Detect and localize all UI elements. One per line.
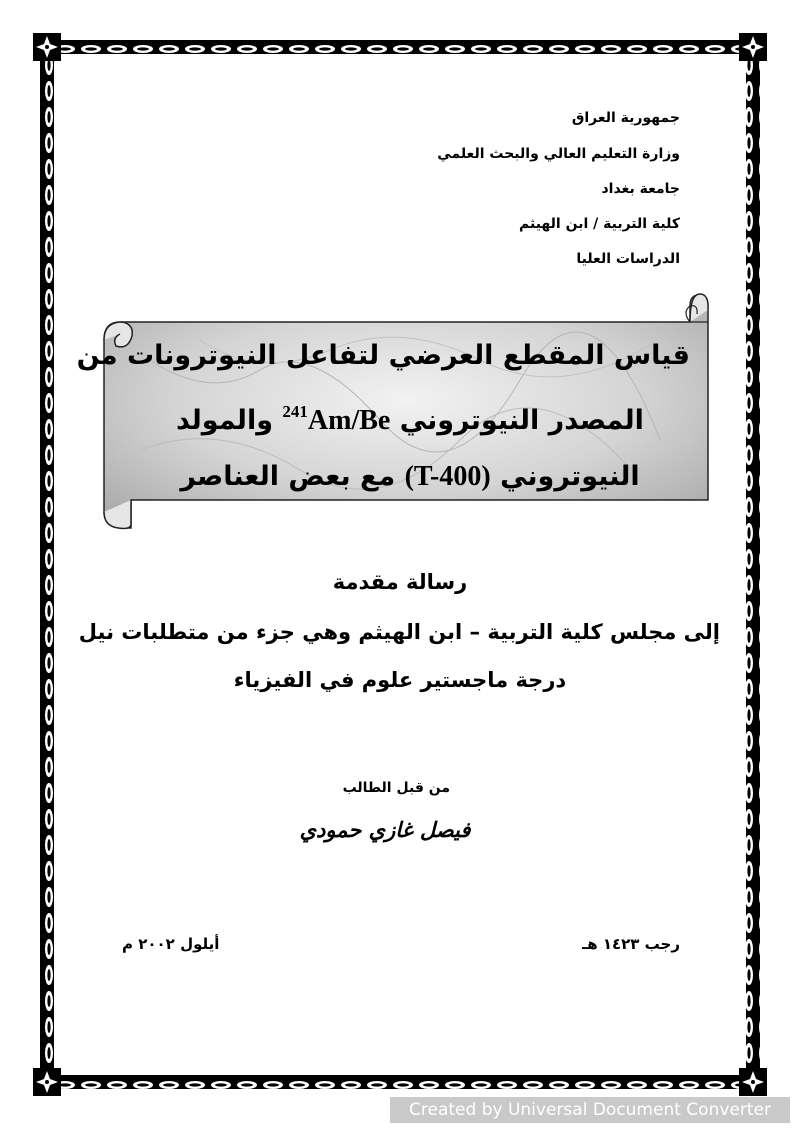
isotope-mass-number: 241 (282, 402, 308, 421)
thesis-title (76, 328, 690, 505)
header-university: جامعة بغداد (601, 181, 680, 197)
corner-ornament-icon (739, 1068, 767, 1096)
author-name: فيصل غازي حمودي (299, 818, 471, 842)
title-line-2-tail: والمولد (176, 405, 273, 436)
title-line-1: قياس المقطع العرضي لتفاعل النيوترونات من (76, 340, 690, 371)
left-border-chain (40, 60, 54, 1070)
title-line-3 (130, 449, 690, 505)
thesis-statement-1: رسالة مقدمة (332, 570, 468, 594)
title-line-2 (130, 384, 690, 449)
corner-ornament-icon (33, 1068, 61, 1096)
thesis-statement-3: درجة ماجستير علوم في الفيزياء (233, 668, 567, 692)
corner-ornament-icon (33, 33, 61, 61)
header-country: جمهورية العراق (571, 110, 680, 126)
thesis-statement-2: إلى مجلس كلية التربية – ابن الهيثم وهي جزء من متطلبات نيل (78, 620, 720, 644)
title-line-3-text: النيوتروني (500, 461, 640, 492)
header-college: كلية التربية / ابن الهيثم (519, 216, 680, 232)
date-gregorian: أيلول ٢٠٠٢ م (122, 935, 220, 953)
by-student-label: من قبل الطالب (342, 780, 450, 796)
header-department: الدراسات العليا (576, 251, 680, 267)
isotope-label (282, 402, 391, 436)
right-border-chain (746, 60, 760, 1070)
bottom-border-chain (60, 1075, 740, 1089)
corner-ornament-icon (739, 33, 767, 61)
generator-code: (T-400) (404, 461, 491, 492)
date-hijri: رجب ١٤٢٣ هـ (582, 935, 680, 953)
converter-watermark: Created by Universal Document Converter (390, 1097, 790, 1123)
header-ministry: وزارة التعليم العالي والبحث العلمي (437, 146, 680, 162)
top-border-chain (60, 40, 740, 54)
isotope-symbol: Am/Be (307, 405, 391, 436)
title-line-3-tail: مع بعض العناصر (180, 461, 396, 492)
title-line-2-text: المصدر النيوتروني (399, 405, 644, 436)
